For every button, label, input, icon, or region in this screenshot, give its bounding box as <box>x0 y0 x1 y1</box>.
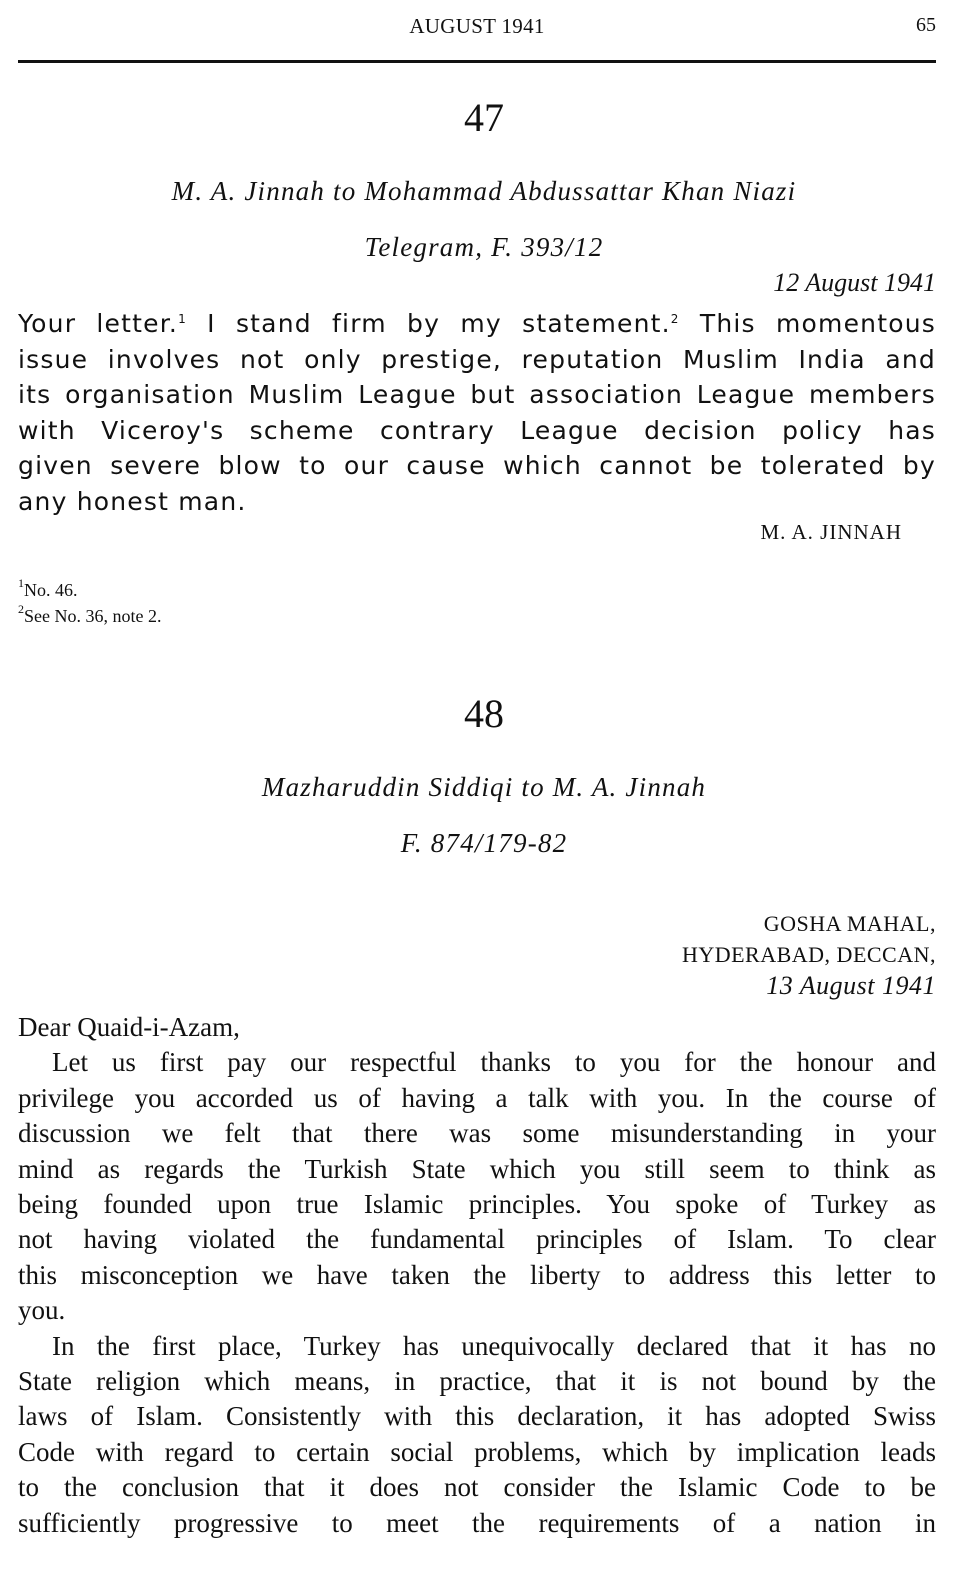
para2-line-1: In the first place, Turkey has unequivocally declared that it has no <box>52 1330 936 1361</box>
address-line-1: GOSHA MAHAL, <box>763 911 936 936</box>
signature: M. A. JINNAH <box>760 520 902 544</box>
running-head: AUGUST 1941 <box>409 14 545 38</box>
sender-address <box>682 908 936 1001</box>
header-rule <box>18 60 936 63</box>
document-number-47: 47 <box>464 95 504 140</box>
page-number: 65 <box>916 14 936 36</box>
telegram-line-5: given severe blow to our cause which cannot be tolerated by <box>18 451 936 480</box>
footnote-ref-2: 2 <box>670 312 680 326</box>
footnote-ref-1: 1 <box>178 312 187 326</box>
salutation: Dear Quaid-i-Azam, <box>18 1012 240 1042</box>
telegram-line-1: Your letter.$^1$ I stand firm by my statement.$^2$ This momentous <box>18 309 936 338</box>
letter-body <box>18 1010 936 1541</box>
document-title-48: Mazharuddin Siddiqi to M. A. Jinnah <box>261 772 707 802</box>
para2-line-3: laws of Islam. Consistently with this declaration, it has adopted Swiss <box>18 1401 936 1432</box>
para1-line-3: discussion we felt that there was some misunderstanding in your <box>18 1118 936 1149</box>
telegram-line-6: any honest man. <box>18 486 247 516</box>
para1-line-7: this misconception we have taken the liberty to address this letter to <box>18 1259 936 1290</box>
para2-line-5: to the conclusion that it does not consider the Islamic Code to be <box>18 1472 936 1503</box>
para2-line-2: State religion which means, in practice, that it is not bound by the <box>18 1366 936 1397</box>
letter-date-48: 13 August 1941 <box>766 971 936 1000</box>
para1-line-4: mind as regards the Turkish State which you still seem to think as <box>18 1153 936 1184</box>
address-line-2: HYDERABAD, DECCAN, <box>681 942 936 967</box>
para2-line-4: Code with regard to certain social problems, which by implication leads <box>18 1436 936 1467</box>
footnote-2: $^2$See No. 36, note 2. <box>18 602 162 626</box>
para2-line-6: sufficiently progressive to meet the requirements of a nation in <box>18 1507 936 1538</box>
telegram-line-4: with Viceroy's scheme contrary League decision policy has <box>18 415 936 445</box>
para1-line-5: being founded upon true Islamic principles. You spoke of Turkey as <box>18 1189 936 1220</box>
footnote-1: $^1$No. 46. <box>18 576 78 600</box>
document-title-47: M. A. Jinnah to Mohammad Abdussattar Khan Niazi <box>171 176 797 206</box>
telegram-body <box>18 306 936 519</box>
para1-line-6: not having violated the fundamental principles of Islam. To clear <box>18 1224 936 1255</box>
document-date-47: 12 August 1941 <box>773 268 936 297</box>
telegram-line-3: its organisation Muslim League but association League members <box>18 380 936 409</box>
document-reference-47: Telegram, F. 393/12 <box>364 232 604 262</box>
para1-line-2: privilege you accorded us of having a talk with you. In the course of <box>18 1082 936 1113</box>
para1-line-1: Let us first pay our respectful thanks to you for the honour and <box>52 1047 936 1078</box>
telegram-line-2: issue involves not only prestige, reputation Muslim India and <box>18 344 936 374</box>
page-header <box>18 14 936 46</box>
document-number-48: 48 <box>464 691 504 736</box>
document-reference-48: F. 874/179-82 <box>400 828 568 858</box>
para1-line-8: you. <box>18 1295 66 1326</box>
